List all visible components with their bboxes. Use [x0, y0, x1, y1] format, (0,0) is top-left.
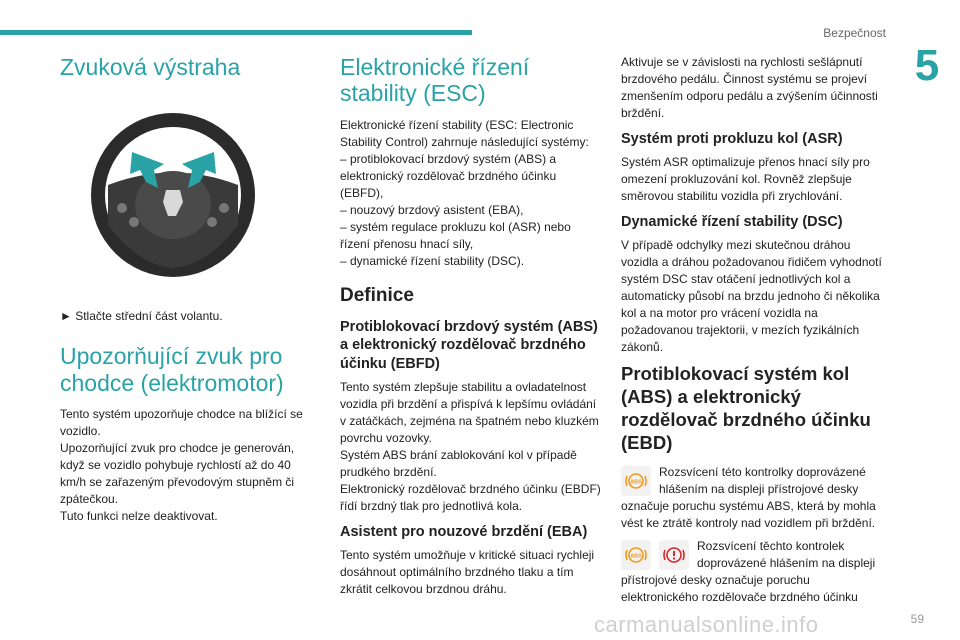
- list-item: – nouzový brzdový asistent (EBA),: [340, 202, 524, 217]
- paragraph: Elektronický rozdělovač brzdného účinku (EBDF) řídí brzdný tlak pro jednotlivá kola.: [340, 482, 601, 514]
- paragraph: Rozsvícení této kontrolky doprovázené hlášením na displeji přístrojové desky označuje poruchu systému ABS, která by mohla vést ke ztrátě kontroly nad vozidlem při brždění.: [621, 465, 876, 531]
- section-title: Bezpečnost: [823, 26, 886, 40]
- list-item: – protiblokovací brzdový systém (ABS) a elektronický rozdělovač brzdného účinku (EBFD),: [340, 151, 557, 200]
- paragraph: Rozsvícení těchto kontrolek doprovázené hlášením na displeji přístrojové desky označuje poruchu elektronického rozdělovače brzdného účinku: [621, 539, 876, 605]
- heading-esc: Elektronické řízení stability (ESC): [340, 54, 530, 107]
- list-item: – systém regulace prokluzu kol (ASR) nebo řízení přenosu hnací síly,: [340, 219, 571, 251]
- heading-asr: Systém proti prokluzu kol (ASR): [621, 131, 843, 147]
- svg-text:ABS: ABS: [630, 479, 642, 486]
- paragraph: Systém ABS brání zablokování kol v případě prudkého brzdění.: [340, 448, 577, 480]
- steering-wheel-illustration: [88, 90, 258, 300]
- column-3: [621, 54, 889, 612]
- heading-horn: Zvuková výstraha: [60, 54, 241, 80]
- warning-abs-block: [621, 464, 889, 538]
- paragraph: Upozorňující zvuk pro chodce je generován, když se vozidlo pohybuje rychlostí až do 40 km/h se zařazeným převodovým stupněm či zpátečkou.: [60, 441, 295, 507]
- instruction-text: ► Stlačte střední část volantu.: [60, 309, 223, 324]
- heading-abs-ebd: Protiblokovací systém kol (ABS) a elektronický rozdělovač brzdného účinku (EBD): [621, 362, 871, 454]
- column-2: [340, 54, 602, 604]
- paragraph: Tento systém umožňuje v kritické situaci rychleji dosáhnout optimálního brzdného tlaku a tím zkrátit celkovou brzdnou dráhu.: [340, 548, 595, 596]
- header-accent-bar: [0, 30, 472, 35]
- heading-abs: Protiblokovací brzdový systém (ABS) a elektronický rozdělovač brzdného účinku (EBFD): [340, 318, 598, 373]
- heading-definition: Definice: [340, 284, 414, 306]
- abs-warning-icon: [621, 540, 651, 570]
- chapter-number: 5: [914, 41, 940, 90]
- page-number: 59: [910, 612, 924, 626]
- paragraph: Tento systém upozorňuje chodce na blížící se vozidlo.: [60, 407, 303, 439]
- brake-warning-icon: [659, 540, 689, 570]
- paragraph: Tento systém zlepšuje stabilitu a ovladatelnost vozidla při brzdění a přispívá k lepšímu ovládání v zatáčkách, zejména na špatném nebo kluzkém povrchu vozovky.: [340, 380, 599, 446]
- paragraph: Tuto funkci nelze deaktivovat.: [60, 509, 218, 524]
- heading-eba: Asistent pro nouzové brzdění (EBA): [340, 524, 588, 541]
- paragraph: Aktivuje se v závislosti na rychlosti sešlápnutí brzdového pedálu. Činnost systému se projeví zmenšením odporu pedálu a zvýšením účinnosti brždění.: [621, 55, 878, 120]
- paragraph: Systém ASR optimalizuje přenos hnací síly pro omezení prokluzování kol. Rovněž zlepšuje směrovou stabilitu vozidla při zrychlování.: [621, 154, 870, 203]
- warning-ebd-block: [621, 538, 889, 612]
- list-item: – dynamické řízení stability (DSC).: [340, 253, 525, 268]
- svg-text:ABS: ABS: [630, 553, 642, 560]
- watermark: carmanualsonline.info: [594, 612, 819, 637]
- abs-warning-icon: [621, 466, 651, 496]
- heading-pedestrian-sound: Upozorňující zvuk pro chodce (elektromotor): [60, 343, 284, 396]
- paragraph: V případě odchylky mezi skutečnou dráhou vozidla a dráhou požadovanou řidičem vyhodnotí systém DSC stav otáčení jednotlivých kol a automaticky působí na brzdu jednoho či několika kol a na motor pro vrácení vozidla na požadovanou trajektorii, v mezích fyzikálních zákonů.: [621, 237, 882, 354]
- paragraph: Elektronické řízení stability (ESC: Electronic Stability Control) zahrnuje následující systémy:: [340, 117, 589, 149]
- column-1: [60, 54, 310, 531]
- heading-dsc: Dynamické řízení stability (DSC): [621, 213, 843, 230]
